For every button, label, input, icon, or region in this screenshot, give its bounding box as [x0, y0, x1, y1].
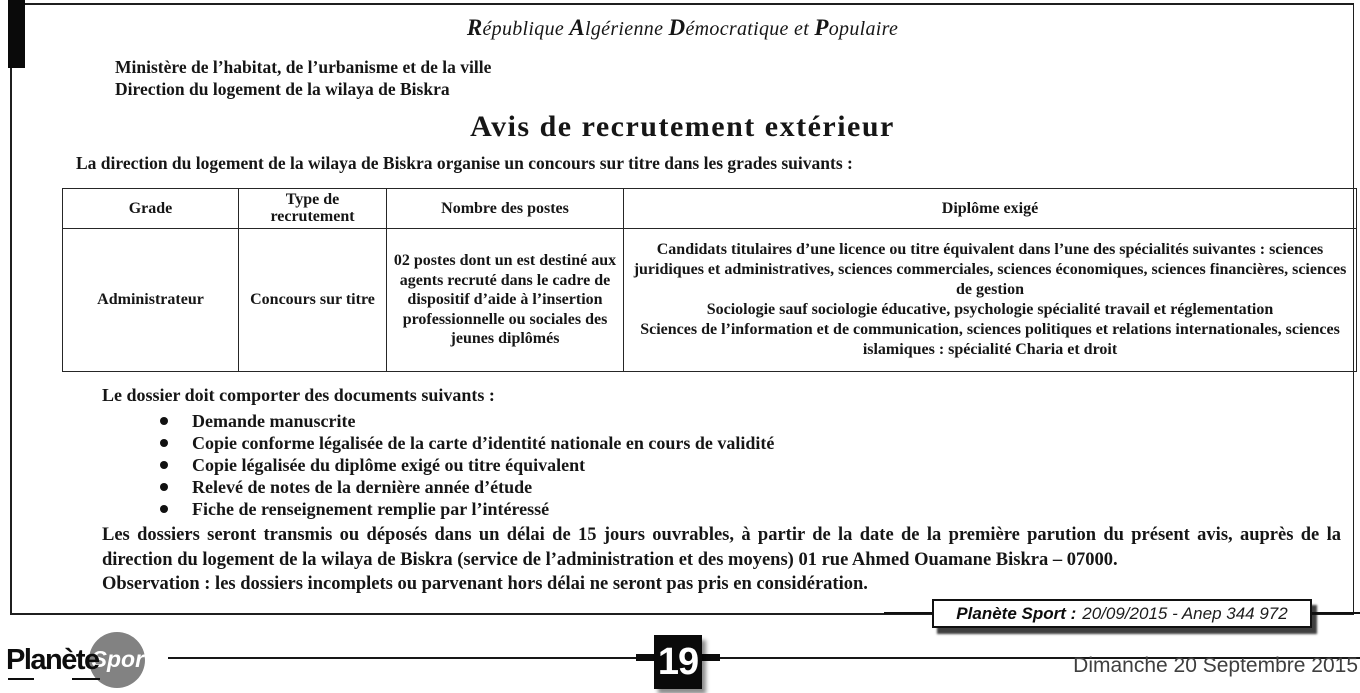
- list-item: [160, 432, 1353, 454]
- table-header-row: [63, 188, 1357, 228]
- observation-note: Observation : les dossiers incomplets ou parvenant hors délai ne seront pas pris en considération.: [102, 573, 868, 594]
- list-item-text: Copie conforme légalisée de la carte d’identité nationale en cours de validité: [192, 432, 775, 453]
- republic-header-cap: P: [814, 15, 829, 40]
- ministry-line: Ministère de l’habitat, de l’urbanisme et de la ville: [115, 57, 492, 77]
- republic-header-cap: R: [466, 15, 483, 40]
- diplome-paragraph: Candidats titulaires d’une licence ou titre équivalent dans l’une des spécialités suivantes : sciences juridiques et administratives, sciences commerciales, sciences économiques, sciences financières, sciences de gestion: [633, 241, 1347, 299]
- diplome-paragraph: Sociologie sauf sociologie éducative, psychologie spécialité travail et réglementation: [706, 300, 1274, 318]
- planete-sport-logo: [6, 631, 152, 689]
- logo-text-sport: Sport: [91, 646, 152, 672]
- logo-underline: [72, 678, 100, 680]
- anep-rule-right: [1312, 612, 1360, 614]
- cell-diplome-exige: [624, 228, 1357, 371]
- table-header-type: Type de recrutement: [239, 188, 387, 228]
- list-item: [160, 476, 1353, 498]
- table-header-grade: Grade: [63, 188, 239, 228]
- republic-header-cap: D: [668, 15, 686, 40]
- list-item-text: Copie légalisée du diplôme exigé ou titre équivalent: [192, 454, 586, 475]
- republic-header-text: lgérienne: [585, 18, 669, 40]
- table-row: [63, 228, 1357, 371]
- bullet-icon: [160, 483, 168, 491]
- list-item-text: Demande manuscrite: [192, 410, 356, 431]
- scan-edge-artifact: [8, 0, 25, 68]
- list-item: [160, 410, 1353, 432]
- bullet-icon: [160, 439, 168, 447]
- logo-underline: [8, 678, 34, 680]
- republic-header-cap: A: [569, 15, 586, 40]
- notice-title: Avis de recrutement extérieur: [470, 109, 895, 143]
- dossier-heading: Le dossier doit comporter des documents suivants :: [102, 384, 495, 405]
- anep-source-label: Planète Sport :: [956, 603, 1077, 623]
- cell-nombre-postes: 02 postes dont un est destiné aux agents recruté dans le cadre de dispositif d’aide à l’insertion professionnelle ou sociales des jeunes diplômés: [387, 228, 624, 371]
- recruitment-table: [62, 188, 1357, 372]
- cell-type-recrutement: Concours sur titre: [239, 228, 387, 371]
- footer-rule-stub: [636, 654, 656, 661]
- anep-credit-box: [932, 599, 1312, 628]
- edition-date: Dimanche 20 Septembre 2015: [1073, 654, 1358, 677]
- list-item-text: Fiche de renseignement remplie par l’intéressé: [192, 498, 550, 519]
- table-header-postes: Nombre des postes: [387, 188, 624, 228]
- bullet-icon: [160, 505, 168, 513]
- republic-header-text: émocratique et: [685, 18, 815, 40]
- list-item-text: Relevé de notes de la dernière année d’étude: [192, 476, 533, 497]
- anep-rule-left: [884, 612, 932, 614]
- list-item: [160, 454, 1353, 476]
- anep-date-ref: 20/09/2015 - Anep 344 972: [1082, 603, 1288, 623]
- logo-text-planete: Planète: [6, 643, 99, 676]
- page-number: 19: [657, 640, 699, 683]
- scanned-notice-page: [10, 3, 1354, 615]
- issuing-authority: [115, 57, 1353, 101]
- page-number-badge: [654, 635, 702, 689]
- newspaper-footer: [0, 617, 1360, 693]
- bullet-icon: [160, 417, 168, 425]
- footer-rule-stub: [700, 654, 720, 661]
- republic-header-text: opulaire: [828, 18, 899, 40]
- direction-line: Direction du logement de la wilaya de Biskra: [115, 78, 450, 99]
- republic-header-text: épublique: [482, 18, 570, 40]
- notice-intro: La direction du logement de la wilaya de Biskra organise un concours sur titre dans les grades suivants :: [76, 152, 853, 173]
- republic-header: [12, 15, 1353, 41]
- bullet-icon: [160, 461, 168, 469]
- list-item: [160, 498, 1353, 520]
- cell-grade: Administrateur: [63, 228, 239, 371]
- submission-paragraph: Les dossiers seront transmis ou déposés dans un délai de 15 jours ouvrables, à partir de la date de la première parution du présent avis, auprès de la direction du logement de la wilaya de Biskra (service de l’administration et des moyens) 01 rue Ahmed Ouamane Biskra – 07000.: [102, 524, 1341, 570]
- dossier-list: [12, 410, 1353, 520]
- table-header-diplome: Diplôme exigé: [624, 188, 1357, 228]
- diplome-paragraph: Sciences de l’information et de communication, sciences politiques et relations internationales, sciences islamiques : spécialité Charia et droit: [640, 320, 1340, 358]
